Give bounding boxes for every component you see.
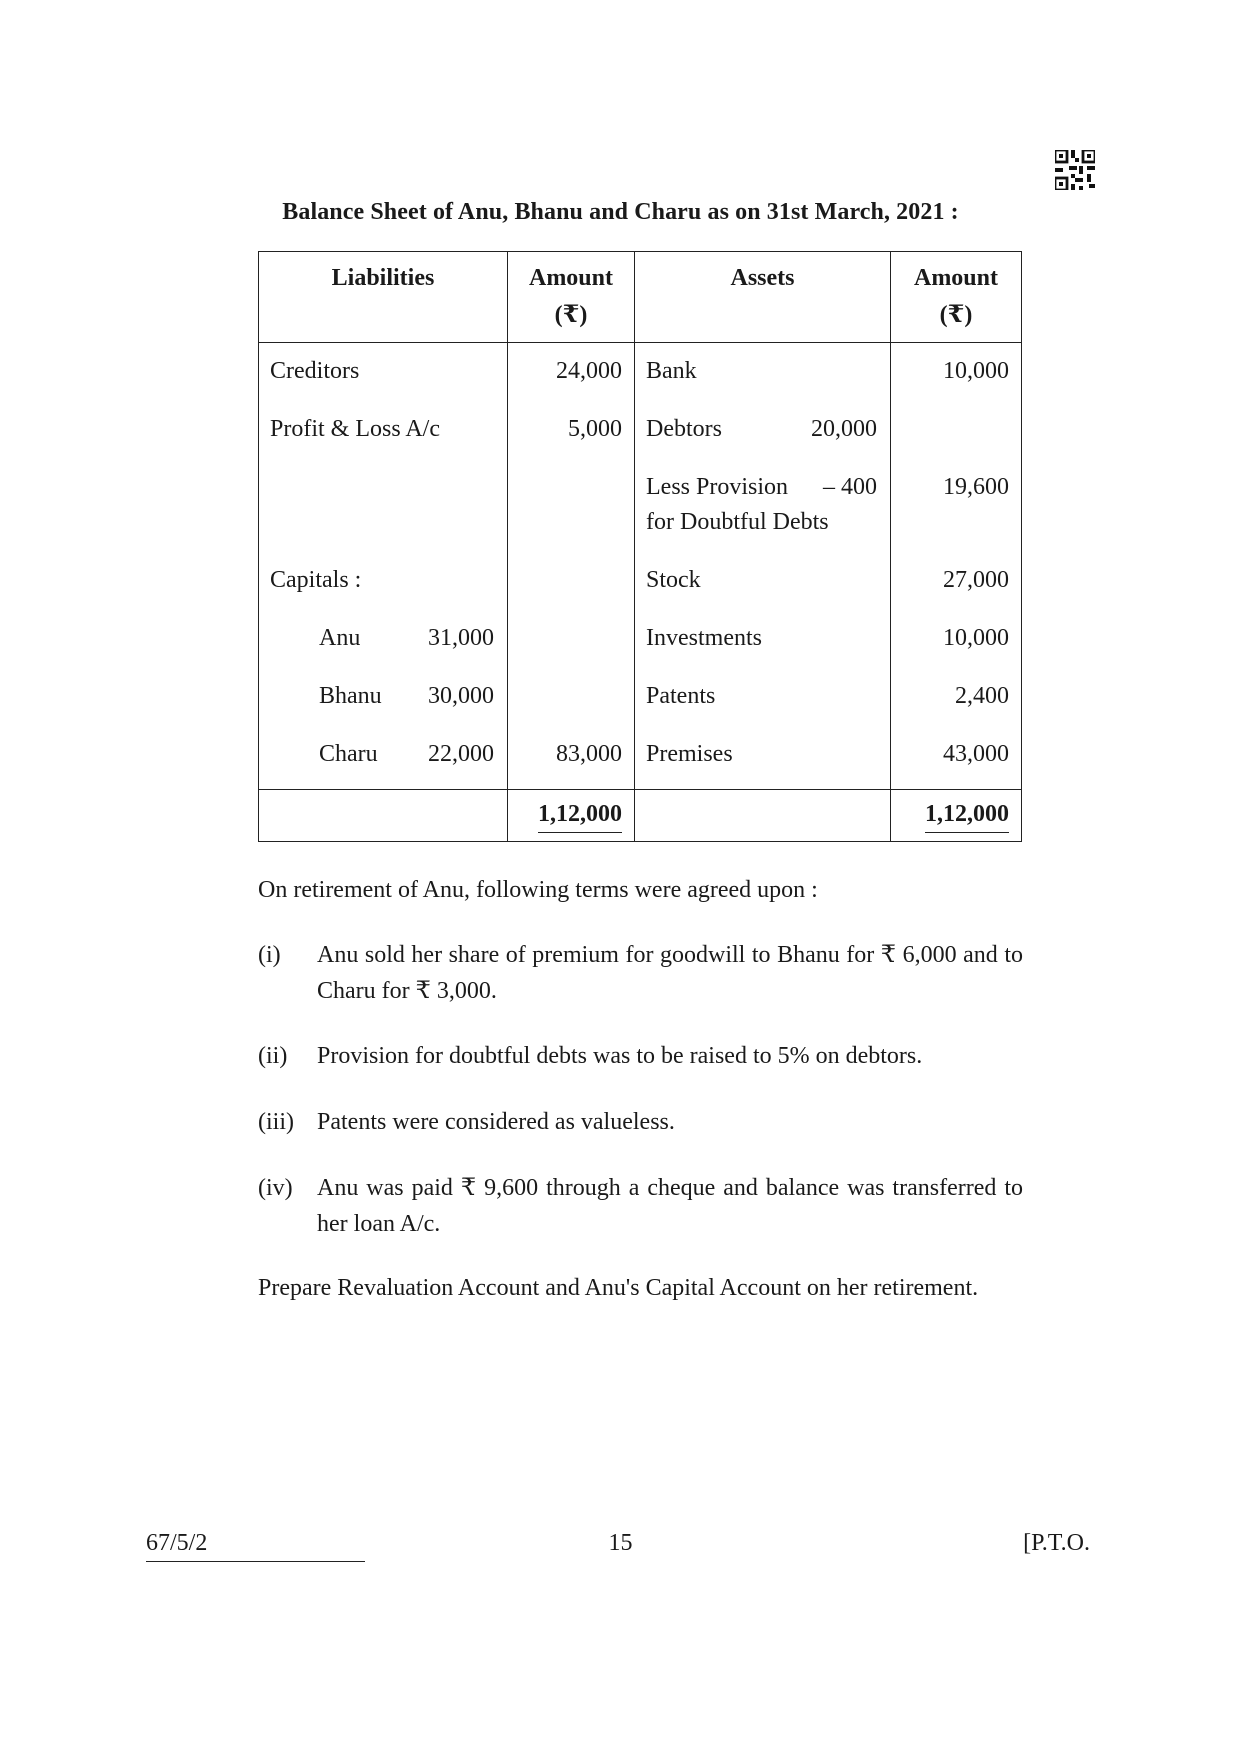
instruction-text: Prepare Revaluation Account and Anu's Capital Account on her retirement. xyxy=(258,1275,979,1301)
provision-line2: for Doubtful Debts xyxy=(646,509,829,535)
term-number: (ii) xyxy=(258,1043,288,1069)
stock-amount: 27,000 xyxy=(943,567,1009,593)
premises-label: Premises xyxy=(646,741,733,767)
page-number: 15 xyxy=(608,1530,633,1556)
stock-label: Stock xyxy=(646,567,701,593)
capital-bhanu-name: Bhanu xyxy=(319,683,382,709)
investments-amount: 10,000 xyxy=(943,625,1009,651)
creditors-amount: 24,000 xyxy=(556,358,622,384)
capital-anu-value: 31,000 xyxy=(428,625,494,651)
capitals-total: 83,000 xyxy=(556,741,622,767)
capital-charu-value: 22,000 xyxy=(428,741,494,767)
header-currency-assets: (₹) xyxy=(939,302,973,328)
net-debtors-amount: 19,600 xyxy=(943,474,1009,500)
capitals-label: Capitals : xyxy=(270,567,362,593)
capital-bhanu-value: 30,000 xyxy=(428,683,494,709)
code-underline xyxy=(146,1561,365,1562)
bank-amount: 10,000 xyxy=(943,358,1009,384)
header-amount-assets: Amount xyxy=(913,265,998,291)
balance-sheet-table xyxy=(258,251,1022,842)
header-currency-liabilities: (₹) xyxy=(554,302,588,328)
debtors-value: 20,000 xyxy=(811,416,877,442)
liabilities-total: 1,12,000 xyxy=(508,802,622,826)
pl-label: Profit & Loss A/c xyxy=(270,416,441,442)
patents-label: Patents xyxy=(646,683,716,709)
bank-label: Bank xyxy=(646,358,697,384)
term-text: Anu sold her share of premium for goodwill to Bhanu for ₹ 6,000 and to Charu for ₹ 3,000. xyxy=(317,942,1023,1004)
intro-text: On retirement of Anu, following terms were agreed upon : xyxy=(258,877,818,903)
capital-charu-name: Charu xyxy=(319,741,378,767)
header-assets: Assets xyxy=(730,265,795,291)
investments-label: Investments xyxy=(646,625,762,651)
term-text: Anu was paid ₹ 9,600 through a cheque and balance was transferred to her loan A/c. xyxy=(317,1175,1023,1237)
term-number: (iv) xyxy=(258,1175,293,1201)
debtors-label: Debtors xyxy=(646,416,722,442)
capital-anu-name: Anu xyxy=(319,625,361,651)
patents-amount: 2,400 xyxy=(955,683,1009,709)
premises-amount: 43,000 xyxy=(943,741,1009,767)
header-liabilities: Liabilities xyxy=(331,265,435,291)
provision-line1: Less Provision xyxy=(646,474,789,500)
pl-amount: 5,000 xyxy=(568,416,622,442)
qr-code xyxy=(1055,150,1095,190)
term-number: (iii) xyxy=(258,1109,294,1135)
balance-sheet-title: Balance Sheet of Anu, Bhanu and Charu as on 31st March, 2021 : xyxy=(282,199,959,225)
term-number: (i) xyxy=(258,942,281,968)
creditors-label: Creditors xyxy=(270,358,360,384)
term-text: Provision for doubtful debts was to be raised to 5% on debtors. xyxy=(317,1043,923,1069)
provision-minus: – 400 xyxy=(823,474,877,500)
assets-total: 1,12,000 xyxy=(891,802,1009,826)
header-amount-liabilities: Amount xyxy=(528,265,613,291)
term-text: Patents were considered as valueless. xyxy=(317,1109,675,1135)
paper-code: 67/5/2 xyxy=(146,1530,208,1556)
pto-label: [P.T.O. xyxy=(1023,1530,1090,1556)
